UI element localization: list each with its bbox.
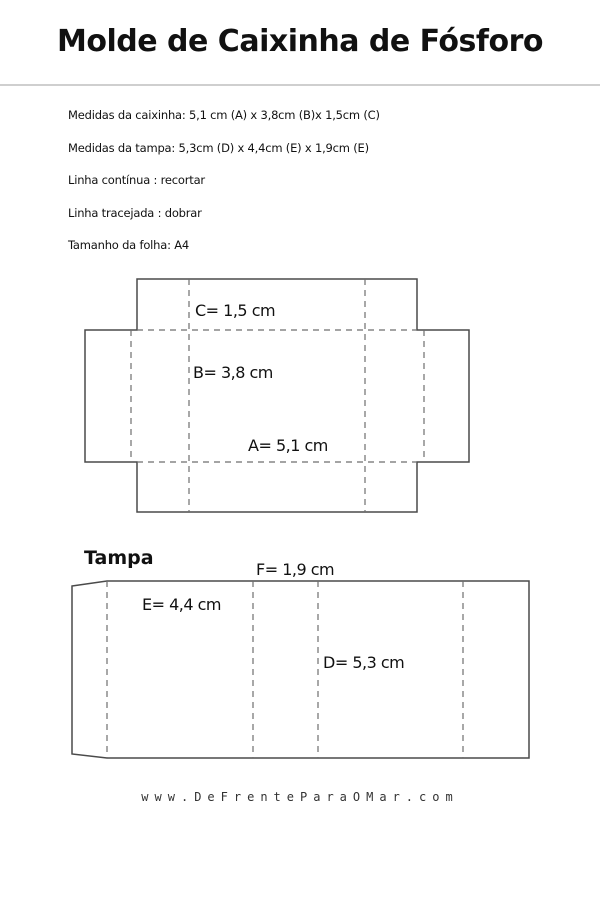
label-b: B= 3,8 cm — [193, 363, 273, 382]
label-e: E= 4,4 cm — [142, 595, 222, 614]
lid-template — [72, 547, 529, 758]
lid-outline — [72, 581, 529, 758]
label-f: F= 1,9 cm — [256, 560, 335, 579]
info-dashed-line: Linha tracejada : dobrar — [68, 205, 202, 220]
info-solid-line: Linha contínua : recortar — [68, 173, 205, 187]
box-template — [85, 279, 469, 512]
box-outline — [85, 279, 469, 512]
info-sheet-size: Tamanho da folha: A4 — [68, 238, 190, 252]
page-title: Molde de Caixinha de Fósforo — [57, 24, 543, 59]
label-a: A= 5,1 cm — [248, 436, 328, 455]
info-lid-measures: Medidas da tampa: 5,3cm (D) x 4,4cm (E) x 1,9cm (E) — [68, 140, 369, 155]
label-c: C= 1,5 cm — [195, 301, 276, 320]
label-d: D= 5,3 cm — [323, 653, 405, 672]
website-footer: www.DeFrenteParaOMar.com — [141, 790, 459, 804]
info-box-measures: Medidas da caixinha: 5,1 cm (A) x 3,8cm (B)x 1,5cm (C) — [68, 108, 380, 122]
lid-heading: Tampa — [84, 547, 154, 569]
